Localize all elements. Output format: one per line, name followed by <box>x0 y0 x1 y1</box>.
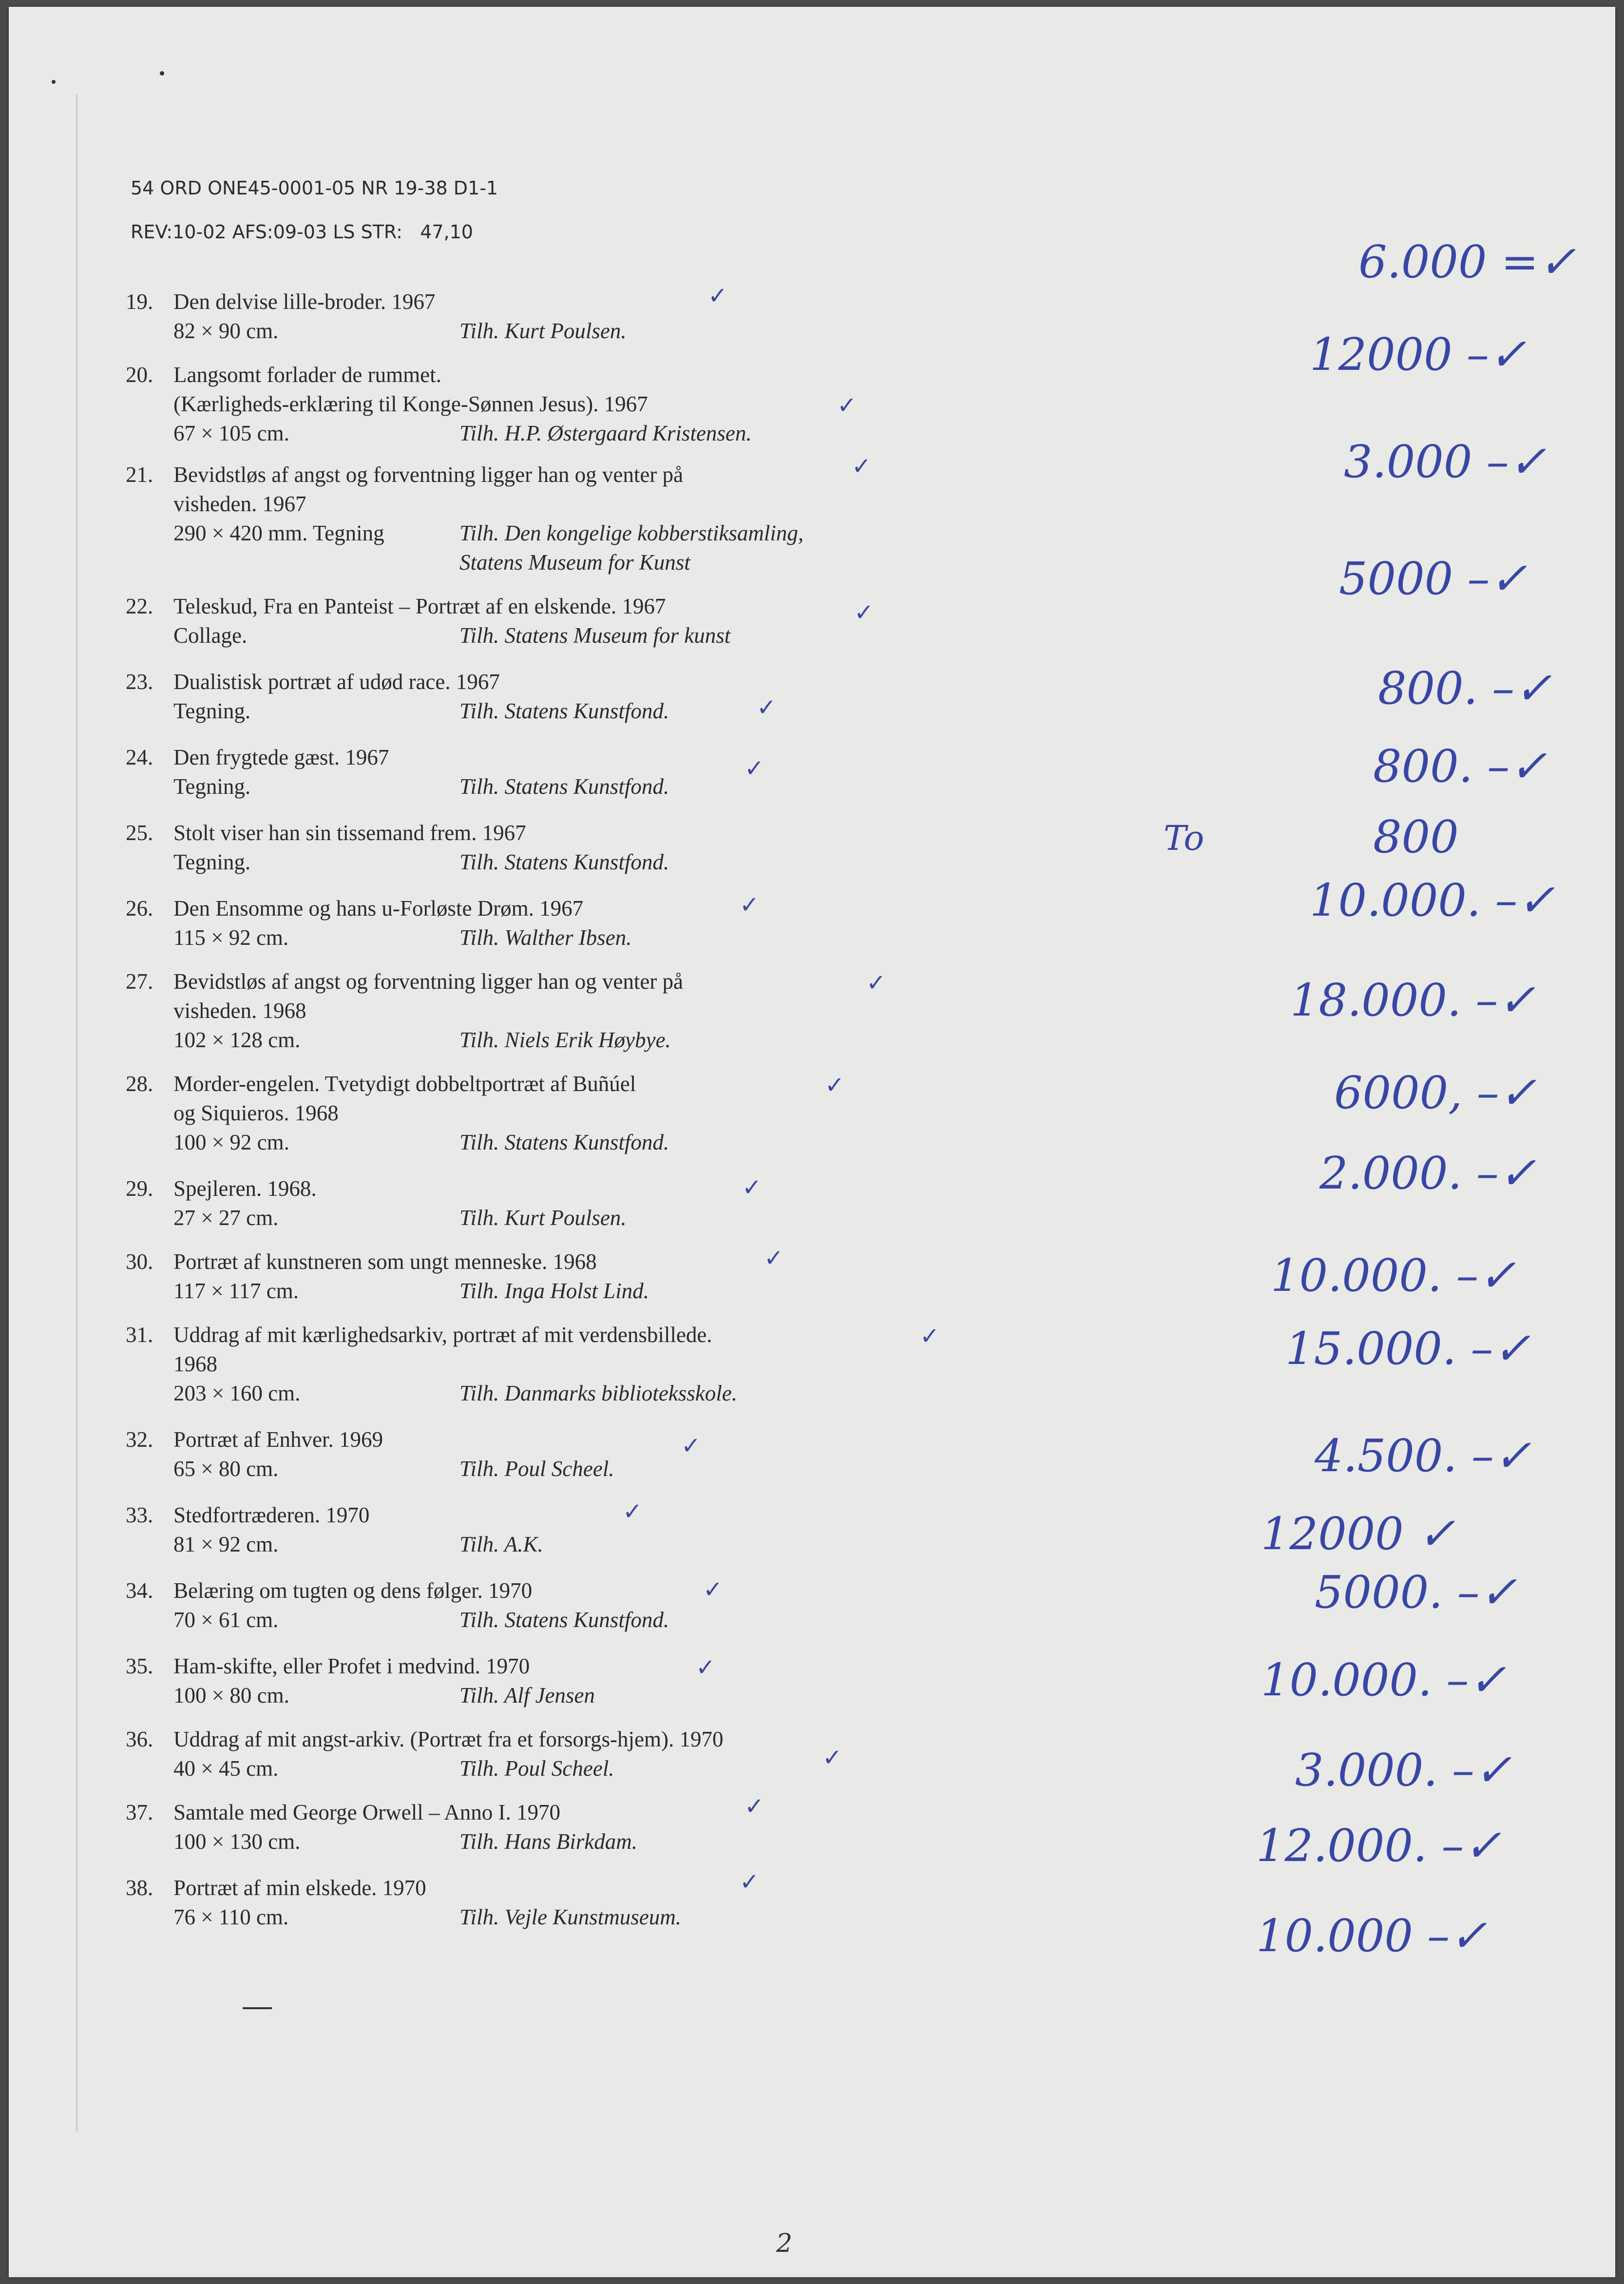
end-dash <box>243 2007 272 2009</box>
handwritten-price: 4.500. –✓ <box>1315 1430 1531 1482</box>
handwritten-price: 3.000 –✓ <box>1344 436 1547 488</box>
entry-size: 76 × 110 cm. <box>173 1905 289 1929</box>
entry-owner: Tilh. Niels Erik Høybye. <box>459 1028 671 1052</box>
entry-size: 65 × 80 cm. <box>173 1457 279 1481</box>
entry-size: 100 × 80 cm. <box>173 1683 289 1708</box>
entry-owner: Tilh. Vejle Kunstmuseum. <box>459 1905 682 1929</box>
entry-size: 100 × 130 cm. <box>173 1829 301 1854</box>
entry-owner: Tilh. Kurt Poulsen. <box>459 319 627 343</box>
entry-owner: Tilh. Hans Birkdam. <box>459 1829 638 1854</box>
entry-number: 34. <box>126 1578 153 1603</box>
entry-size: 100 × 92 cm. <box>173 1130 289 1154</box>
check-mark-icon: ✓ <box>742 1174 762 1201</box>
entry-number: 27. <box>126 969 153 994</box>
check-mark-icon: ✓ <box>837 392 857 419</box>
entry-title: Bevidstløs af angst og forventning ligger han og venter på visheden. 1967 <box>173 462 684 516</box>
handwritten-price: 12000 ✓ <box>1261 1508 1455 1560</box>
handwritten-price: 5000. –✓ <box>1315 1566 1517 1618</box>
entry-title: Dualistisk portræt af udød race. 1967 <box>173 670 500 694</box>
entry-number: 37. <box>126 1800 153 1824</box>
entry-owner: Tilh. Statens Kunstfond. <box>459 850 669 874</box>
entry-title: Stolt viser han sin tissemand frem. 1967 <box>173 821 526 845</box>
entry-number: 22. <box>126 594 153 618</box>
entry-owner: Tilh. Poul Scheel. <box>459 1756 614 1781</box>
handwritten-price: 12000 –✓ <box>1310 328 1527 381</box>
entry-title: Portræt af Enhver. 1969 <box>173 1427 383 1452</box>
entry-owner: Tilh. A.K. <box>459 1532 543 1556</box>
check-mark-icon: ✓ <box>740 1868 760 1896</box>
entry-size: 40 × 45 cm. <box>173 1756 279 1781</box>
entry-owner: Tilh. Danmarks biblioteksskole. <box>459 1381 737 1405</box>
check-mark-icon: ✓ <box>825 1072 845 1099</box>
check-mark-icon: ✓ <box>623 1498 643 1525</box>
check-mark-icon: ✓ <box>745 1793 764 1820</box>
entry-owner: Tilh. Statens Kunstfond. <box>459 774 669 799</box>
entry-number: 19. <box>126 289 153 314</box>
entry-title: Belæring om tugten og dens følger. 1970 <box>173 1578 533 1603</box>
check-mark-icon: ✓ <box>852 453 872 480</box>
handwritten-price: 3.000. –✓ <box>1295 1744 1512 1796</box>
entry-title: Uddrag af mit angst-arkiv. (Portræt fra et forsorgs-hjem). 1970 <box>173 1727 724 1751</box>
check-mark-icon: ✓ <box>757 694 777 721</box>
entry-title: Bevidstløs af angst og forventning ligger han og venter på visheden. 1968 <box>173 969 684 1023</box>
handwritten-price: 10.000. –✓ <box>1261 1654 1507 1706</box>
page-number: 2 <box>776 2229 793 2258</box>
handwritten-price: 15.000. –✓ <box>1285 1323 1531 1375</box>
check-mark-icon: ✓ <box>696 1654 716 1681</box>
margin-rule <box>76 95 77 2131</box>
entry-size: 82 × 90 cm. <box>173 319 279 343</box>
handwritten-price: 12.000. –✓ <box>1256 1820 1502 1872</box>
entry-title: Den frygtede gæst. 1967 <box>173 745 389 769</box>
check-mark-icon: ✓ <box>920 1323 940 1350</box>
entry-number: 38. <box>126 1876 153 1900</box>
margin-annotation: To <box>1164 818 1204 858</box>
check-mark-icon: ✓ <box>764 1245 784 1272</box>
entry-size: 115 × 92 cm. <box>173 925 289 950</box>
entry-size: 67 × 105 cm. <box>173 421 289 445</box>
entry-owner: Tilh. Walther Ibsen. <box>459 925 632 950</box>
entry-owner: Tilh. Alf Jensen <box>459 1683 595 1708</box>
handwritten-price: 5000 –✓ <box>1339 553 1528 605</box>
entry-size: 203 × 160 cm. <box>173 1381 301 1405</box>
document-page <box>9 7 1615 2277</box>
entry-size: Collage. <box>173 623 248 648</box>
entry-number: 23. <box>126 670 153 694</box>
entry-owner: Tilh. Statens Kunstfond. <box>459 699 669 723</box>
punch-mark <box>160 71 164 76</box>
handwritten-price: 10.000 –✓ <box>1256 1910 1488 1962</box>
check-mark-icon: ✓ <box>745 755 764 782</box>
entry-owner: Tilh. H.P. Østergaard Kristensen. <box>459 421 752 445</box>
entry-number: 32. <box>126 1427 153 1452</box>
check-mark-icon: ✓ <box>703 1576 723 1603</box>
entry-number: 36. <box>126 1727 153 1751</box>
check-mark-icon: ✓ <box>866 969 886 997</box>
entry-number: 21. <box>126 462 153 487</box>
punch-mark <box>52 80 56 84</box>
entry-size: 81 × 92 cm. <box>173 1532 279 1556</box>
entry-title: Portræt af kunstneren som ungt menneske. 1968 <box>173 1249 597 1274</box>
handwritten-price: 6000, –✓ <box>1334 1067 1537 1119</box>
handwritten-price: 18.000. –✓ <box>1290 974 1536 1026</box>
entry-title: Stedfortræderen. 1970 <box>173 1503 370 1527</box>
handwritten-price: 2.000. –✓ <box>1319 1147 1536 1199</box>
entry-number: 26. <box>126 896 153 921</box>
handwritten-price: 800. –✓ <box>1373 740 1548 792</box>
check-mark-icon: ✓ <box>854 599 874 626</box>
entry-number: 20. <box>126 363 153 387</box>
entry-size: 102 × 128 cm. <box>173 1028 301 1052</box>
handwritten-price: 800. –✓ <box>1378 662 1552 714</box>
entry-number: 24. <box>126 745 153 769</box>
entry-owner: Tilh. Kurt Poulsen. <box>459 1206 627 1230</box>
entry-title: Teleskud, Fra en Panteist – Portræt af en elskende. 1967 <box>173 594 666 618</box>
entry-title: Spejleren. 1968. <box>173 1176 317 1201</box>
entry-size: 290 × 420 mm. Tegning <box>173 521 384 545</box>
entry-title: Langsomt forlader de rummet. (Kærligheds-erklæring til Konge-Sønnen Jesus). 1967 <box>173 363 648 416</box>
entry-size: 27 × 27 cm. <box>173 1206 279 1230</box>
entry-number: 31. <box>126 1323 153 1347</box>
entry-title: Morder-engelen. Tvetydigt dobbeltportræt af Buñúel og Siquieros. 1968 <box>173 1072 636 1125</box>
check-mark-icon: ✓ <box>681 1432 701 1459</box>
entry-title: Portræt af min elskede. 1970 <box>173 1876 426 1900</box>
handwritten-price: 10.000. –✓ <box>1271 1249 1516 1302</box>
entry-number: 29. <box>126 1176 153 1201</box>
entry-number: 35. <box>126 1654 153 1678</box>
check-mark-icon: ✓ <box>740 891 760 919</box>
entry-size: 117 × 117 cm. <box>173 1279 299 1303</box>
entry-number: 25. <box>126 821 153 845</box>
entry-number: 30. <box>126 1249 153 1274</box>
handwritten-price: 800 <box>1373 811 1459 863</box>
entry-size: Tegning. <box>173 699 251 723</box>
entry-owner: Tilh. Den kongelige kobberstiksamling, Statens Museum for Kunst <box>459 521 804 575</box>
entry-title: Samtale med George Orwell – Anno I. 1970 <box>173 1800 561 1824</box>
header-line-2: REV:10-02 AFS:09-03 LS STR: 47,10 <box>131 221 473 243</box>
entry-number: 28. <box>126 1072 153 1096</box>
entry-owner: Tilh. Poul Scheel. <box>459 1457 614 1481</box>
entry-size: 70 × 61 cm. <box>173 1608 279 1632</box>
entry-size: Tegning. <box>173 774 251 799</box>
entry-owner: Tilh. Statens Kunstfond. <box>459 1608 669 1632</box>
entry-size: Tegning. <box>173 850 251 874</box>
entry-number: 33. <box>126 1503 153 1527</box>
entry-title: Ham-skifte, eller Profet i medvind. 1970 <box>173 1654 530 1678</box>
entry-owner: Tilh. Statens Museum for kunst <box>459 623 731 648</box>
handwritten-price: 6.000 =✓ <box>1358 236 1576 288</box>
check-mark-icon: ✓ <box>708 282 728 309</box>
handwritten-price: 10.000. –✓ <box>1310 874 1555 926</box>
entry-title: Uddrag af mit kærlighedsarkiv, portræt af mit verdensbillede. 1968 <box>173 1323 712 1376</box>
entry-title: Den Ensomme og hans u-Forløste Drøm. 1967 <box>173 896 584 921</box>
entry-title: Den delvise lille-broder. 1967 <box>173 289 436 314</box>
check-mark-icon: ✓ <box>822 1744 842 1771</box>
entry-owner: Tilh. Statens Kunstfond. <box>459 1130 669 1154</box>
entry-owner: Tilh. Inga Holst Lind. <box>459 1279 649 1303</box>
header-line-1: 54 ORD ONE45-0001-05 NR 19-38 D1-1 <box>131 177 498 199</box>
